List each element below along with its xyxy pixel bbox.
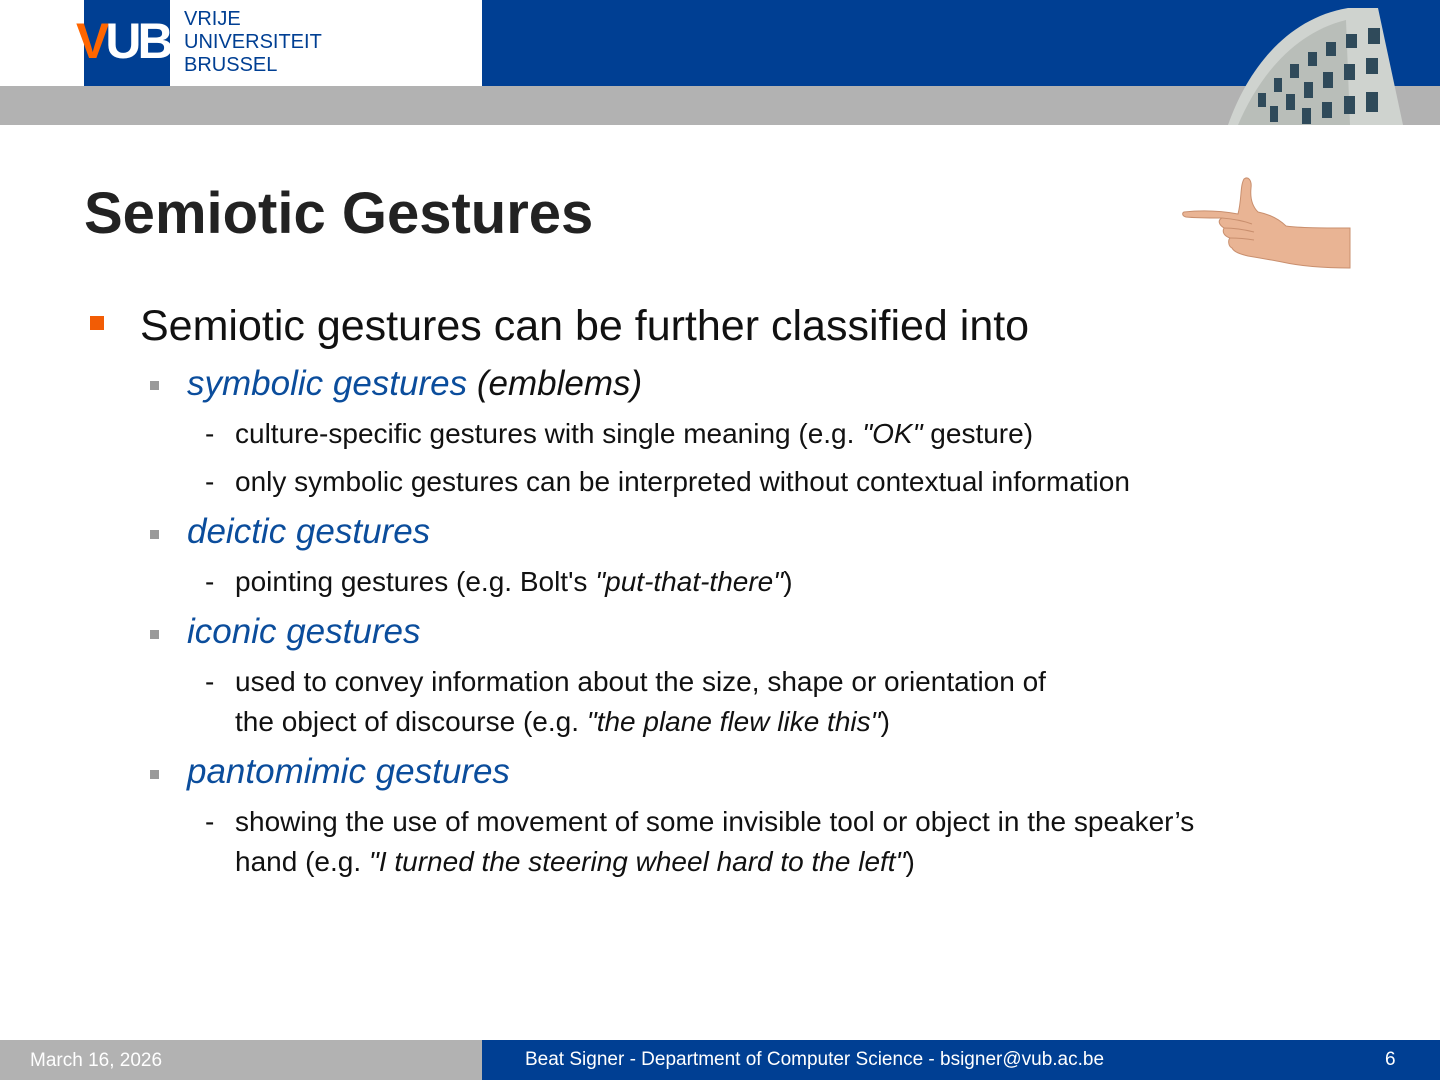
point-quote: "OK" bbox=[862, 418, 923, 449]
point-text: only symbolic gestures can be interpreted without contextual information bbox=[235, 466, 1130, 497]
sub-bullet-marker bbox=[150, 530, 159, 539]
logo-line-3: BRUSSEL bbox=[184, 54, 278, 76]
sub-bullet-marker bbox=[150, 770, 159, 779]
point-text-line bbox=[235, 842, 1194, 882]
sub-bullet-iconic bbox=[187, 612, 420, 652]
vub-logo: VUB bbox=[76, 13, 170, 69]
pointing-hand-image bbox=[1182, 176, 1352, 270]
point-text: hand (e.g. bbox=[235, 846, 369, 877]
sub-bullet-symbolic bbox=[187, 364, 642, 404]
point-text: culture-specific gestures with single meaning (e.g. bbox=[235, 418, 863, 449]
term-deictic: deictic gestures bbox=[187, 512, 431, 551]
building-image bbox=[1228, 8, 1408, 125]
main-bullet: Semiotic gestures can be further classified into bbox=[140, 302, 1030, 350]
dash-marker: - bbox=[205, 566, 215, 597]
point-text-end: ) bbox=[905, 846, 915, 877]
point-text-line bbox=[235, 702, 1046, 742]
sub-bullet-marker bbox=[150, 381, 159, 390]
term-symbolic: symbolic gestures bbox=[187, 364, 468, 403]
dash-marker: - bbox=[205, 466, 215, 497]
point-text-end: ) bbox=[880, 706, 890, 737]
sub-bullet-pantomimic bbox=[187, 752, 510, 792]
term-iconic: iconic gestures bbox=[187, 612, 421, 651]
university-name bbox=[184, 8, 322, 77]
point-text-end: gesture) bbox=[922, 418, 1034, 449]
point-text: the object of discourse (e.g. bbox=[235, 706, 587, 737]
slide-title: Semiotic Gestures bbox=[84, 181, 594, 246]
point-text: pointing gestures (e.g. Bolt's bbox=[235, 566, 596, 597]
header-gray-bar bbox=[0, 86, 1440, 125]
point-symbolic-2 bbox=[235, 462, 1130, 502]
term-pantomimic: pantomimic gestures bbox=[187, 752, 510, 791]
point-quote: "put-that-there" bbox=[595, 566, 784, 597]
point-symbolic-1 bbox=[235, 414, 1033, 454]
point-quote: "the plane flew like this" bbox=[586, 706, 881, 737]
page-number: 6 bbox=[1385, 1049, 1396, 1070]
sub-bullet-marker bbox=[150, 630, 159, 639]
term-symbolic-paren: (emblems) bbox=[467, 364, 643, 403]
point-pantomimic-1 bbox=[235, 802, 1194, 882]
point-text-line: showing the use of movement of some invisible tool or object in the speaker’s bbox=[235, 806, 1195, 837]
point-text-end: ) bbox=[783, 566, 793, 597]
sub-bullet-deictic bbox=[187, 512, 430, 552]
point-quote: "I turned the steering wheel hard to the left" bbox=[368, 846, 906, 877]
dash-marker: - bbox=[205, 666, 215, 697]
dash-marker: - bbox=[205, 806, 215, 837]
logo-line-1: VRIJE bbox=[184, 8, 241, 30]
logo-line-2: UNIVERSITEIT bbox=[184, 31, 322, 53]
dash-marker: - bbox=[205, 418, 215, 449]
point-iconic-1 bbox=[235, 662, 1046, 742]
point-deictic-1 bbox=[235, 562, 793, 602]
footer-date: March 16, 2026 bbox=[30, 1050, 163, 1071]
point-text-line: used to convey information about the size, shape or orientation of bbox=[235, 666, 1046, 697]
footer-author: Beat Signer - Department of Computer Science - bsigner@vub.ac.be bbox=[525, 1049, 1105, 1070]
bullet-marker bbox=[90, 316, 104, 330]
